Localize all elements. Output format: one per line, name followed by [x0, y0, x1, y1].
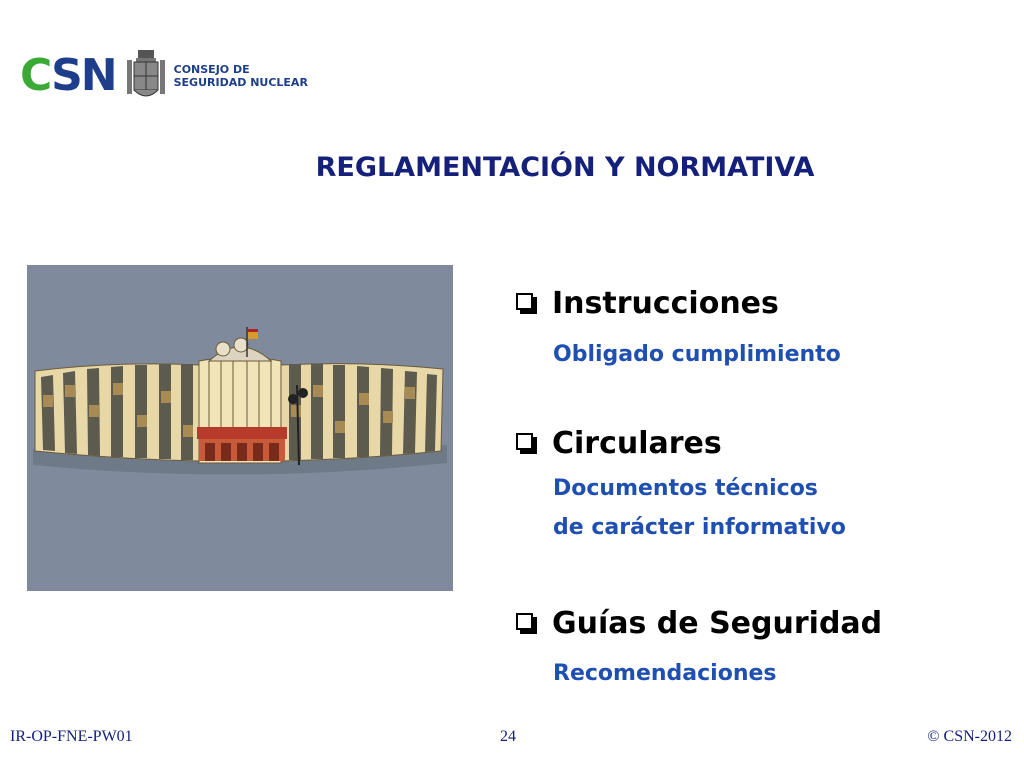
- logo-mark: CSN: [20, 50, 116, 101]
- footer-page-number: 24: [500, 728, 516, 745]
- building-illustration: [27, 265, 453, 591]
- page-title: REGLAMENTACIÓN Y NORMATIVA: [315, 152, 815, 183]
- list-item-instrucciones: [516, 286, 779, 321]
- logo-org-line2: SEGURIDAD NUCLEAR: [173, 76, 308, 89]
- logo-org-line1: CONSEJO DE: [173, 63, 250, 76]
- footer-copyright: © CSN-2012: [927, 728, 1012, 745]
- checkbox-bullet-icon: [516, 433, 538, 455]
- item-description: Obligado cumplimiento: [553, 342, 841, 367]
- item-label: Instrucciones: [552, 286, 779, 321]
- item-description: Recomendaciones: [553, 661, 777, 686]
- item-description: de carácter informativo: [553, 515, 846, 540]
- list-item-circulares: [516, 426, 722, 461]
- list-item-guias-de-seguridad: [516, 606, 882, 641]
- item-label: Guías de Seguridad: [552, 606, 883, 641]
- checkbox-bullet-icon: [516, 293, 538, 315]
- csn-logo: [20, 44, 308, 108]
- item-label: Circulares: [552, 426, 722, 461]
- checkbox-bullet-icon: [516, 613, 538, 635]
- coat-of-arms-icon: [124, 48, 168, 104]
- item-description: Documentos técnicos: [553, 476, 818, 501]
- footer-doc-code: IR-OP-FNE-PW01: [10, 728, 133, 745]
- logo-org-name: [174, 63, 308, 89]
